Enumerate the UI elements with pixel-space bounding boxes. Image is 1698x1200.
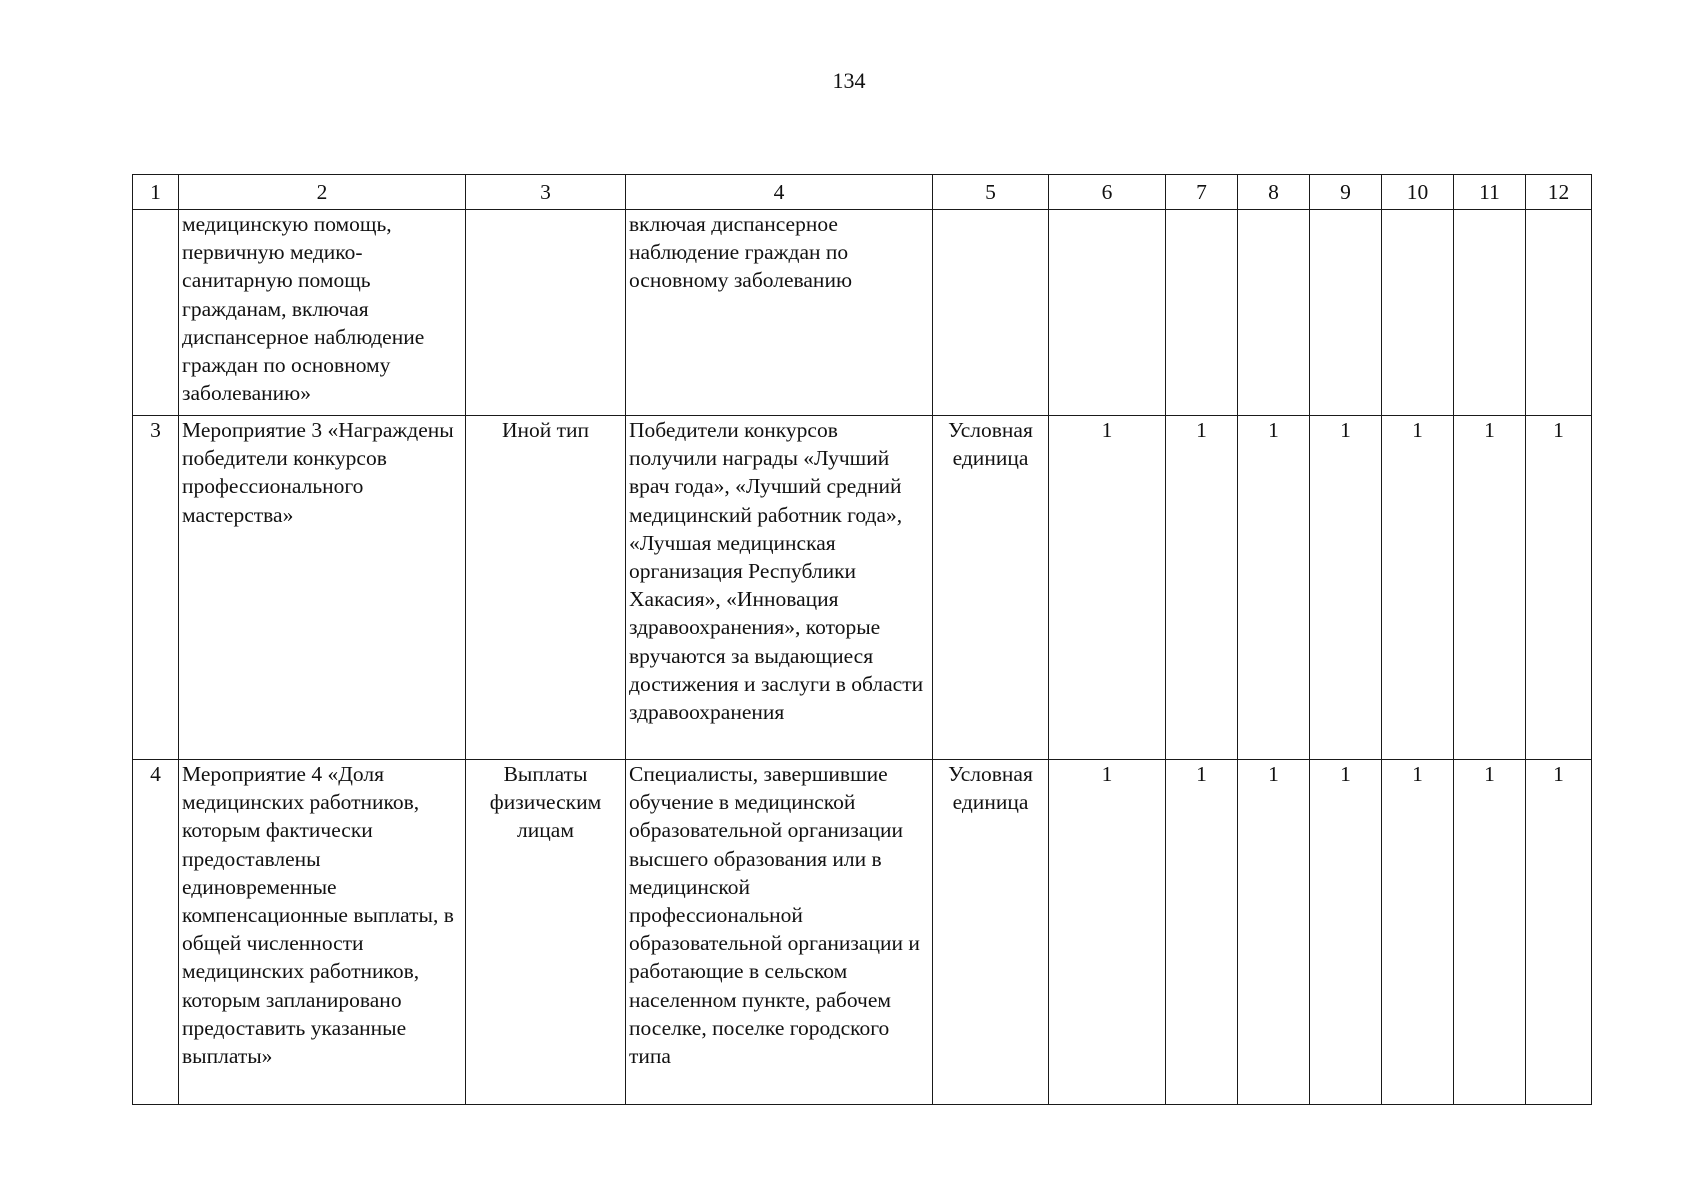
row-number-cell: 3: [133, 416, 179, 760]
table-row: [133, 416, 1592, 760]
value-cell: 1: [1382, 760, 1454, 1105]
measure-type-cell: Иной тип: [466, 416, 626, 760]
value-cell: 1: [1049, 760, 1166, 1105]
value-cell: 1: [1526, 760, 1592, 1105]
value-cell: 1: [1166, 760, 1238, 1105]
value-cell: 1: [1526, 416, 1592, 760]
value-cell: 1: [1166, 416, 1238, 760]
column-header: 8: [1238, 175, 1310, 210]
measure-name-cell: Мероприятие 4 «Доля медицинских работников, которым фактически предоставлены единовременные компенсационные выплаты, в общей численности медицинских работников, которым запланировано предоставить указанные выплаты»: [179, 760, 466, 1105]
unit-cell: [933, 210, 1049, 416]
value-cell: [1049, 210, 1166, 416]
column-header: 1: [133, 175, 179, 210]
measure-name-cell: Мероприятие 3 «Награждены победители конкурсов профессионального мастерства»: [179, 416, 466, 760]
column-header: 4: [626, 175, 933, 210]
row-number-cell: 4: [133, 760, 179, 1105]
value-cell: [1382, 210, 1454, 416]
page-number: 134: [832, 68, 866, 93]
description-cell: Победители конкурсов получили награды «Лучший врач года», «Лучший средний медицинский работник года», «Лучшая медицинская организация Республики Хакасия», «Инновация здравоохранения», которые вручаются за выдающиеся достижения и заслуги в области здравоохранения: [626, 416, 933, 760]
header-row: [133, 175, 1592, 210]
column-header: 2: [179, 175, 466, 210]
description-cell: включая диспансерное наблюдение граждан по основному заболеванию: [626, 210, 933, 416]
measure-type-cell: [466, 210, 626, 416]
table-row: [133, 210, 1592, 416]
value-cell: 1: [1049, 416, 1166, 760]
value-cell: [1526, 210, 1592, 416]
table-row: [133, 760, 1592, 1105]
column-header: 10: [1382, 175, 1454, 210]
value-cell: 1: [1454, 760, 1526, 1105]
column-header: 3: [466, 175, 626, 210]
column-header: 12: [1526, 175, 1592, 210]
value-cell: 1: [1382, 416, 1454, 760]
column-header: 6: [1049, 175, 1166, 210]
value-cell: 1: [1454, 416, 1526, 760]
value-cell: 1: [1310, 760, 1382, 1105]
value-cell: [1454, 210, 1526, 416]
row-number-cell: [133, 210, 179, 416]
value-cell: [1310, 210, 1382, 416]
data-table: [132, 174, 1592, 1105]
column-header: 11: [1454, 175, 1526, 210]
measure-name-cell: медицинскую помощь, первичную медико-санитарную помощь гражданам, включая диспансерное наблюдение граждан по основному заболеванию»: [179, 210, 466, 416]
column-header: 9: [1310, 175, 1382, 210]
value-cell: [1238, 210, 1310, 416]
value-cell: [1166, 210, 1238, 416]
unit-cell: Условная единица: [933, 416, 1049, 760]
value-cell: 1: [1238, 416, 1310, 760]
value-cell: 1: [1310, 416, 1382, 760]
column-header: 7: [1166, 175, 1238, 210]
description-cell: Специалисты, завершившие обучение в медицинской образовательной организации высшего образования или в медицинской профессиональной образовательной организации и работающие в сельском населенном пункте, рабочем поселке, поселке городского типа: [626, 760, 933, 1105]
unit-cell: Условная единица: [933, 760, 1049, 1105]
measure-type-cell: Выплаты физическим лицам: [466, 760, 626, 1105]
column-header: 5: [933, 175, 1049, 210]
value-cell: 1: [1238, 760, 1310, 1105]
